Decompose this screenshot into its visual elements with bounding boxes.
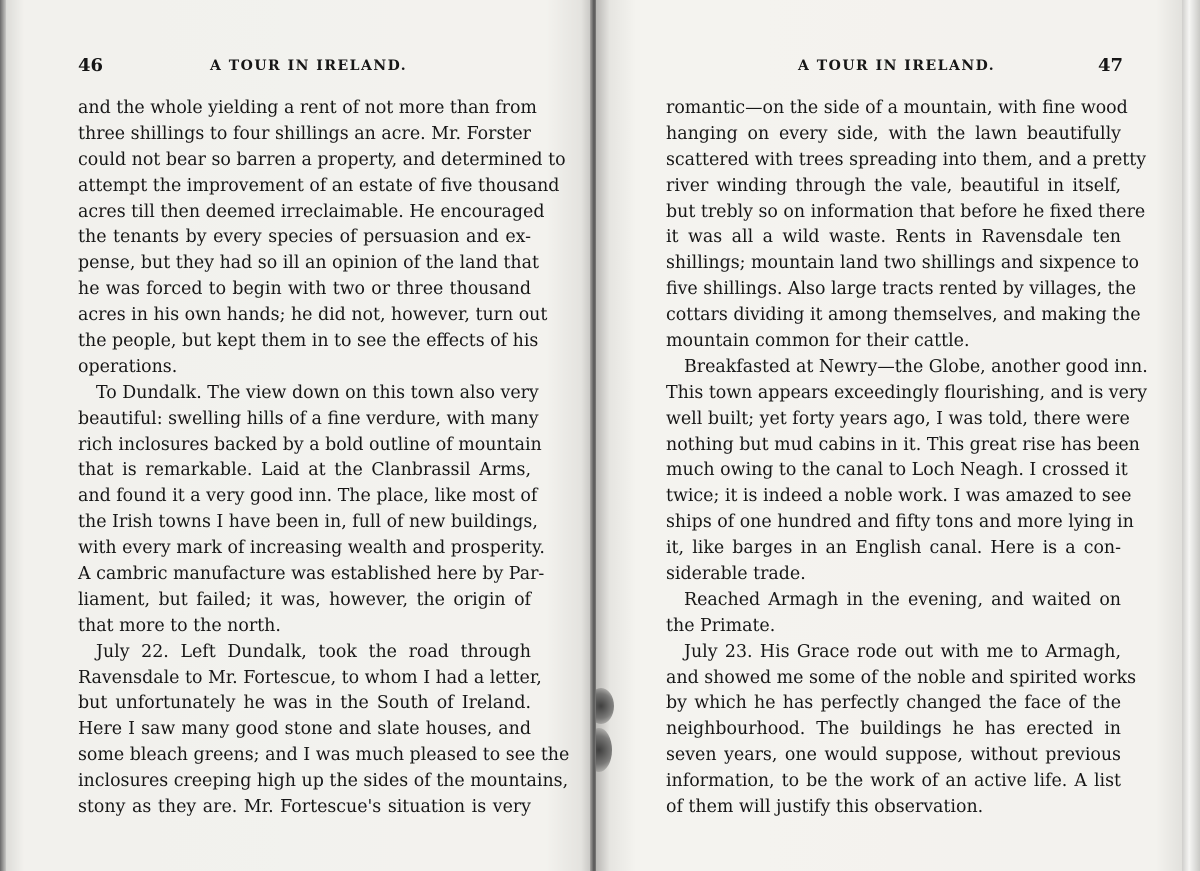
right-page-text-line: neighbourhood. The buildings he has erected in	[666, 719, 1121, 740]
right-page-text-line: July 23. His Grace rode out with me to Armagh,	[684, 641, 1121, 662]
left-page-text-line: and the whole yielding a rent of not more than from	[78, 98, 537, 118]
right-page-text-line: siderable trade.	[666, 564, 806, 585]
left-page-text-line: rich inclosures backed by a bold outline of mountain	[78, 434, 542, 455]
left-page-text-line: and found it a very good inn. The place, like most of	[78, 486, 538, 507]
left-page-text-line: but unfortunately he was in the South of Ireland.	[78, 693, 531, 714]
right-page-text-line: seven years, one would suppose, without previous	[666, 745, 1121, 766]
left-page-text-line: he was forced to begin with two or three thousand	[78, 279, 531, 300]
right-page-text-line: hanging on every side, with the lawn beautifully	[666, 123, 1121, 144]
left-page-text-line: Ravensdale to Mr. Fortescue, to whom I had a letter,	[78, 667, 542, 688]
left-page-text-line: pense, but they had so ill an opinion of the land that	[78, 253, 539, 274]
left-page-text-line: acres till then deemed irreclaimable. He encouraged	[78, 201, 545, 222]
left-page-text-line: the people, but kept them in to see the effects of his	[78, 331, 539, 352]
right-page-text-line: romantic—on the side of a mountain, with fine wood	[666, 98, 1128, 118]
left-running-head: A TOUR IN IRELAND.	[210, 58, 408, 74]
left-page-text	[78, 96, 570, 821]
left-page-text-line: beautiful: swelling hills of a fine verdure, with many	[78, 408, 539, 429]
right-page-text-line: and showed me some of the noble and spirited works	[666, 667, 1137, 688]
left-page-text-line: some bleach greens; and I was much pleased to see the	[78, 745, 570, 766]
left-page	[6, 0, 594, 871]
right-page-text-line: but trebly so on information that before he fixed there	[666, 201, 1146, 222]
left-page-text-line: attempt the improvement of an estate of five thousand	[78, 175, 560, 196]
right-page-text-line: twice; it is indeed a noble work. I was amazed to see	[666, 486, 1132, 507]
right-page-number: 47	[1098, 55, 1124, 76]
left-page-number: 46	[78, 55, 104, 76]
left-page-text-line: acres in his own hands; he did not, however, turn out	[78, 305, 548, 326]
left-page-text-line: inclosures creeping high up the sides of the mountains,	[78, 771, 569, 792]
right-page-text-line: by which he has perfectly changed the face of the	[666, 693, 1121, 714]
right-page-text-line: the Primate.	[666, 615, 776, 636]
right-running-head: A TOUR IN IRELAND.	[798, 58, 996, 74]
left-page-text-line: operations.	[78, 356, 178, 377]
right-page-text-line: it, like barges in an English canal. Here is a con-	[666, 538, 1121, 559]
right-page	[596, 0, 1182, 871]
right-page-text-line: Reached Armagh in the evening, and waited on	[684, 589, 1121, 610]
left-page-text-line: the Irish towns I have been in, full of new buildings,	[78, 512, 538, 533]
right-page-text-line: information, to be the work of an active life. A list	[666, 771, 1121, 792]
ink-stain	[596, 728, 612, 772]
left-page-text-line: Here I saw many good stone and slate houses, and	[78, 719, 531, 740]
left-page-text-line: To Dundalk. The view down on this town also very	[96, 382, 539, 403]
right-page-text-line: river winding through the vale, beautiful in itself,	[666, 175, 1121, 196]
left-page-text-line: the tenants by every species of persuasion and ex-	[78, 227, 531, 248]
left-page-text-line: three shillings to four shillings an acre. Mr. Forster	[78, 123, 531, 144]
right-page-text-line: of them will justify this observation.	[666, 797, 984, 818]
right-book-edge	[1182, 0, 1200, 871]
right-page-text-line: mountain common for their cattle.	[666, 331, 970, 352]
right-page-text-line: it was all a wild waste. Rents in Ravensdale ten	[666, 227, 1121, 248]
right-page-text	[666, 96, 1148, 821]
left-page-text-line: that more to the north.	[78, 615, 281, 636]
right-page-text-line: shillings; mountain land two shillings and sixpence to	[666, 253, 1140, 274]
left-page-text-line: could not bear so barren a property, and determined to	[78, 149, 566, 170]
right-page-text-line: well built; yet forty years ago, I was told, there were	[666, 408, 1130, 429]
left-page-text-line: with every mark of increasing wealth and prosperity.	[78, 538, 545, 559]
right-page-text-line: This town appears exceedingly flourishing, and is very	[666, 382, 1148, 403]
right-page-text-line: Breakfasted at Newry—the Globe, another good inn.	[684, 356, 1148, 377]
left-page-text-line: liament, but failed; it was, however, the origin of	[78, 589, 531, 610]
right-page-text-line: ships of one hundred and fifty tons and more lying in	[666, 512, 1134, 533]
right-page-text-line: five shillings. Also large tracts rented by villages, the	[666, 279, 1137, 300]
ink-stain	[596, 688, 614, 724]
left-page-text-line: stony as they are. Mr. Fortescue's situation is very	[78, 797, 531, 818]
left-page-text-line: A cambric manufacture was established here by Par-	[78, 564, 545, 585]
right-page-text-line: scattered with trees spreading into them, and a pretty	[666, 149, 1147, 170]
right-page-text-line: nothing but mud cabins in it. This great rise has been	[666, 434, 1140, 455]
right-page-text-line: cottars dividing it among themselves, and making the	[666, 305, 1141, 326]
right-page-text-line: much owing to the canal to Loch Neagh. I crossed it	[666, 460, 1128, 481]
left-page-text-line: July 22. Left Dundalk, took the road through	[96, 641, 531, 662]
left-page-text-line: that is remarkable. Laid at the Clanbrassil Arms,	[78, 460, 531, 481]
